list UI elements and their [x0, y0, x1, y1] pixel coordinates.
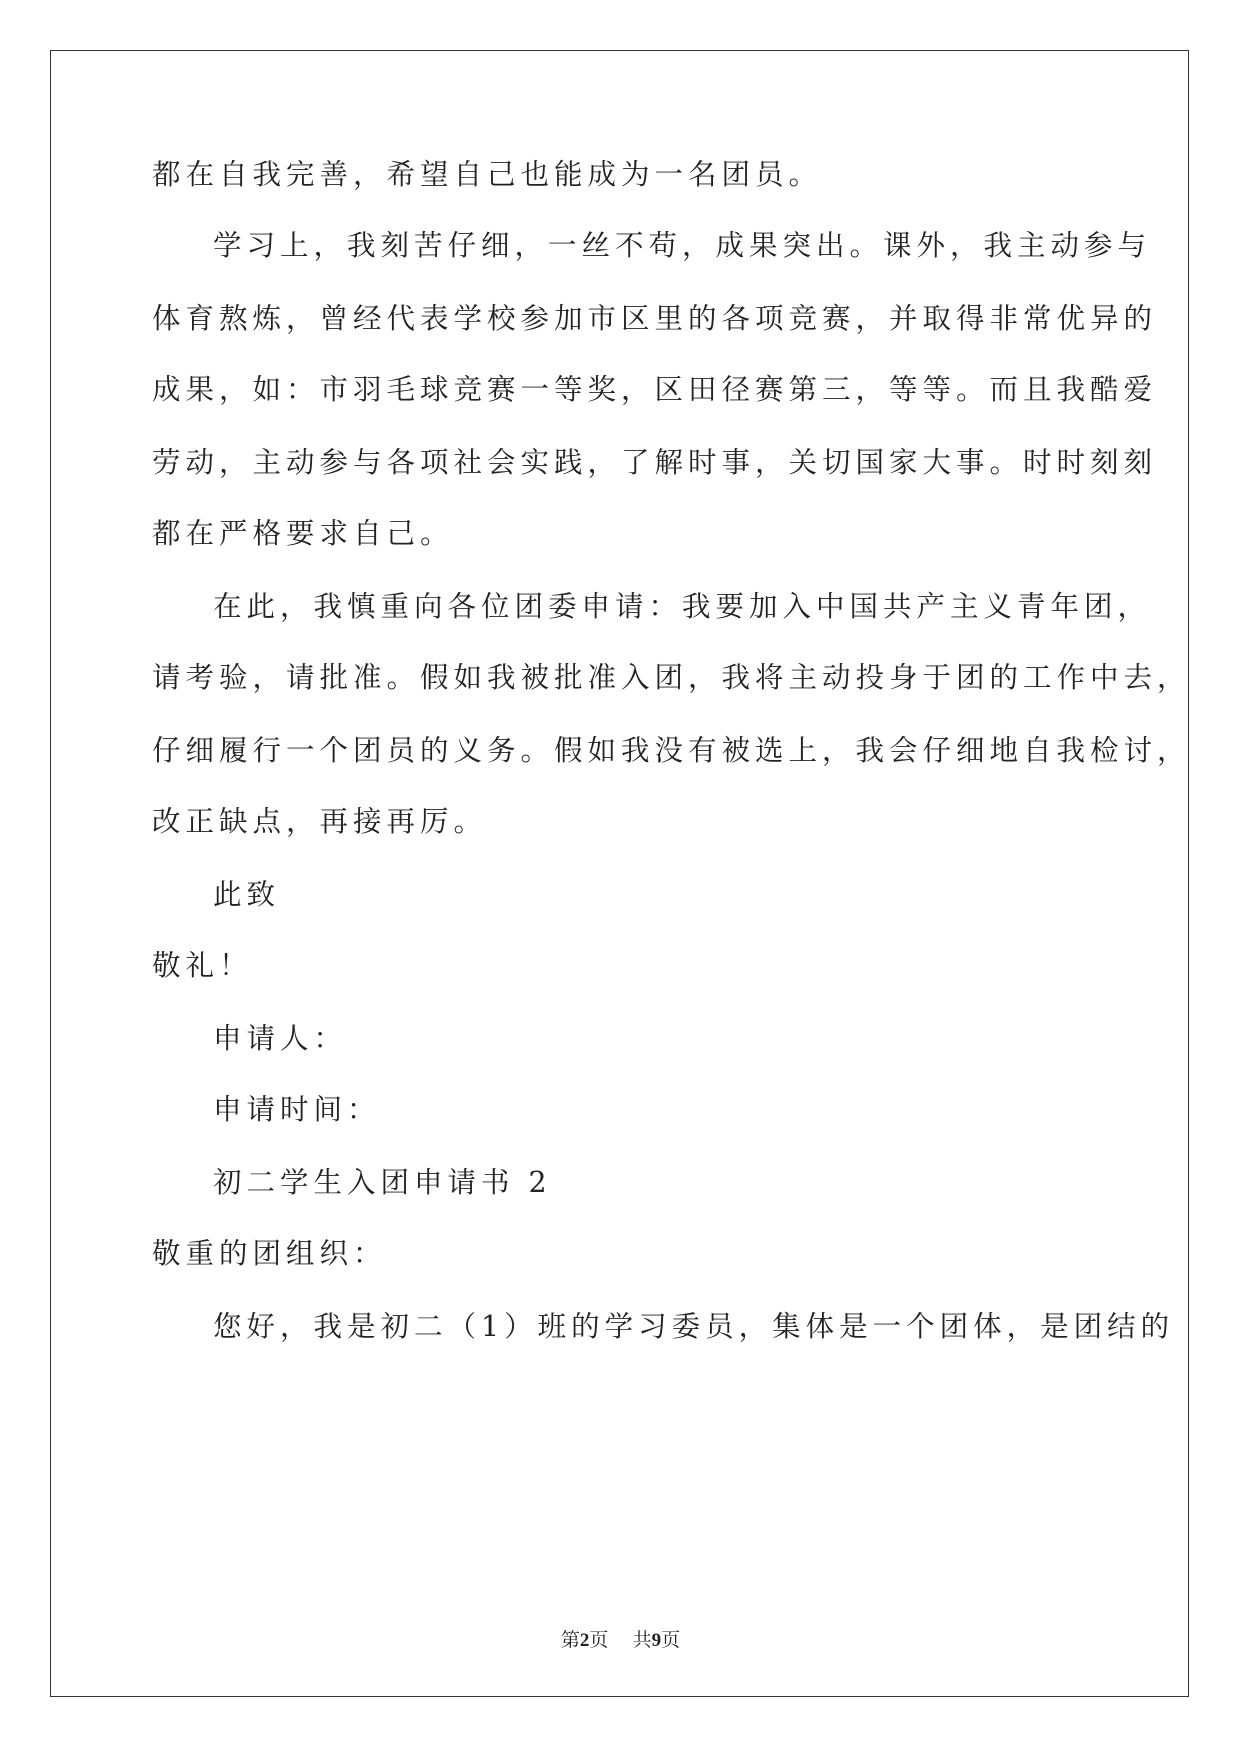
section-title: 初二学生入团申请书 2 — [213, 1166, 552, 1199]
footer-total-pages: 9 — [651, 1630, 662, 1651]
closing-ci-zhi: 此致 — [213, 878, 281, 911]
body-line-8: 请考验，请批准。假如我被批准入团，我将主动投身于团的工作中去， — [152, 661, 1191, 694]
footer-mid: 页 共 — [589, 1629, 652, 1651]
body-line-4: 成果，如：市羽毛球竞赛一等奖，区田径赛第三，等等。而且我酷爱 — [152, 373, 1158, 406]
body-line-10: 改正缺点，再接再厉。 — [152, 805, 488, 838]
body-line-9: 仔细履行一个团员的义务。假如我没有被选上，我会仔细地自我检讨， — [152, 734, 1191, 767]
body-line-3: 体育熬炼，曾经代表学校参加市区里的各项竞赛，并取得非常优异的 — [152, 302, 1158, 335]
footer-current-page: 2 — [579, 1630, 590, 1651]
body-line-1: 都在自我完善，希望自己也能成为一名团员。 — [152, 158, 823, 191]
page-frame — [50, 50, 1189, 1697]
body-line-6: 都在严格要求自己。 — [152, 517, 454, 550]
page-footer — [0, 1625, 1241, 1652]
body-line-17: 您好，我是初二（1）班的学习委员，集体是一个团体，是团结的 — [213, 1310, 1175, 1343]
salutation: 敬重的团组织： — [152, 1237, 387, 1270]
application-date-label: 申请时间： — [213, 1093, 381, 1126]
footer-prefix: 第 — [560, 1629, 580, 1651]
body-line-7: 在此，我慎重向各位团委申请：我要加入中国共产主义青年团， — [213, 590, 1152, 623]
body-line-2: 学习上，我刻苦仔细，一丝不苟，成果突出。课外，我主动参与 — [213, 229, 1152, 262]
closing-jing-li: 敬礼！ — [152, 949, 253, 982]
body-line-5: 劳动，主动参与各项社会实践，了解时事，关切国家大事。时时刻刻 — [152, 446, 1158, 479]
footer-suffix: 页 — [661, 1629, 681, 1651]
applicant-label: 申请人： — [213, 1022, 348, 1055]
